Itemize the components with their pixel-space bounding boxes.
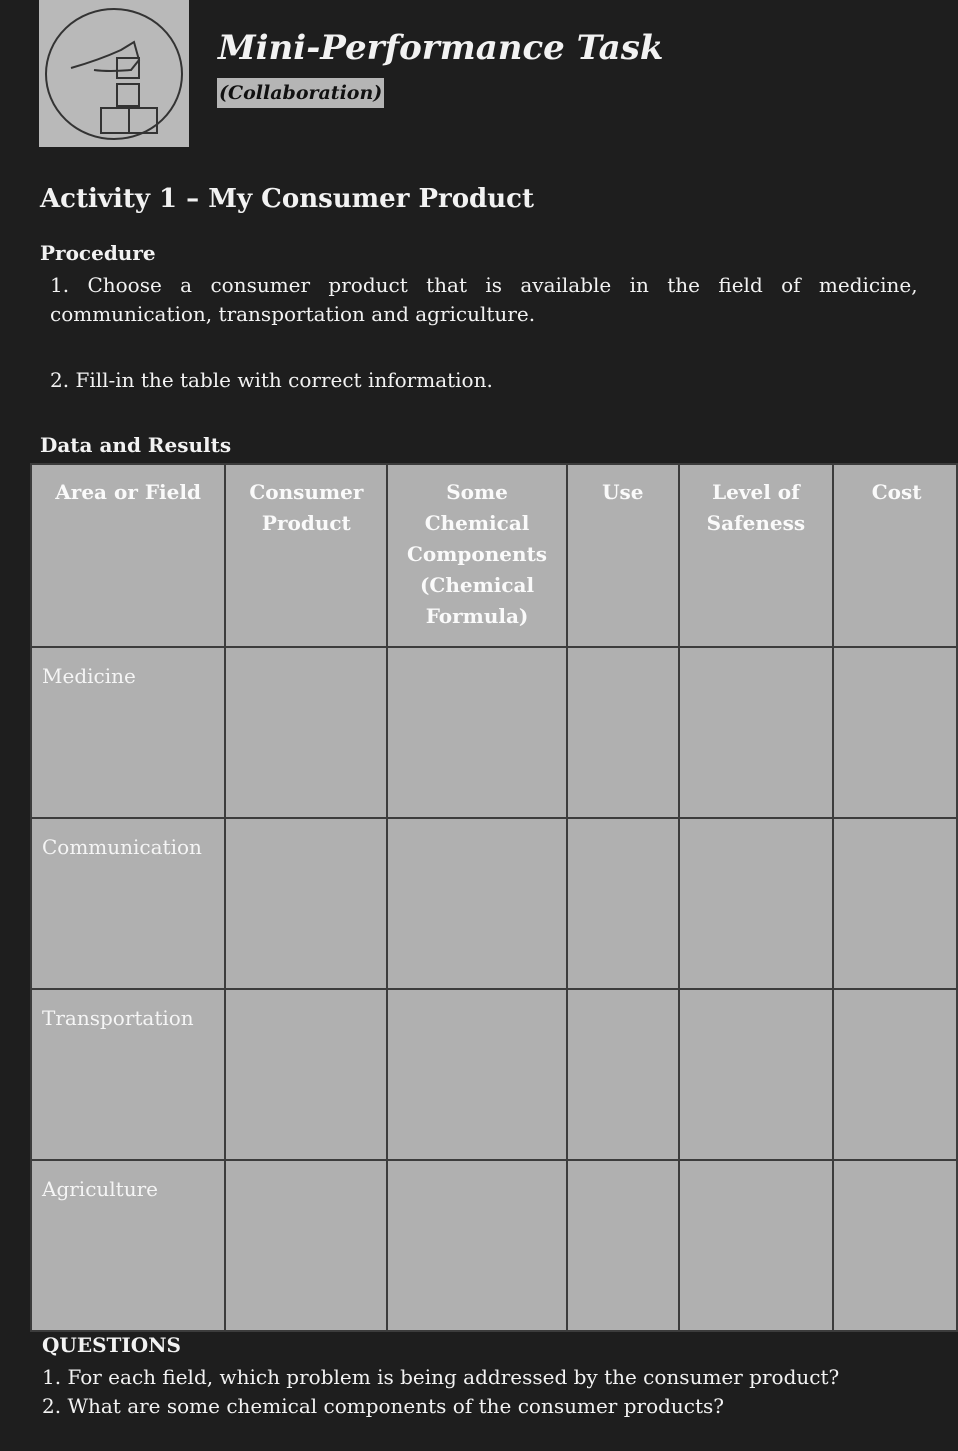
table-cell[interactable]	[679, 989, 833, 1160]
table-cell[interactable]	[225, 818, 387, 989]
procedure-step-1: 1. Choose a consumer product that is available in the field of medicine,	[50, 273, 918, 297]
row-label: Communication	[31, 818, 225, 989]
column-header: Area or Field	[31, 464, 225, 647]
table-cell[interactable]	[679, 647, 833, 818]
table-cell[interactable]	[567, 1160, 679, 1331]
table-cell[interactable]	[833, 818, 957, 989]
column-header: Use	[567, 464, 679, 647]
row-label: Agriculture	[31, 1160, 225, 1331]
results-table	[30, 463, 958, 1332]
table-header-row	[31, 464, 957, 647]
questions-heading: QUESTIONS	[42, 1333, 181, 1357]
table-cell[interactable]	[225, 1160, 387, 1331]
table-row	[31, 989, 957, 1160]
column-header: Some Chemical Components (Chemical Formula)	[387, 464, 566, 647]
table-cell[interactable]	[387, 989, 566, 1160]
table-cell[interactable]	[225, 647, 387, 818]
procedure-step-2: 2. Fill-in the table with correct information.	[50, 368, 493, 392]
table-cell[interactable]	[567, 647, 679, 818]
table-cell[interactable]	[567, 989, 679, 1160]
table-cell[interactable]	[833, 989, 957, 1160]
procedure-heading: Procedure	[40, 241, 156, 265]
question-item: 1. For each field, which problem is being addressed by the consumer product?	[42, 1365, 840, 1389]
procedure-step-1-cont: communication, transportation and agriculture.	[50, 302, 536, 326]
column-header: Cost	[833, 464, 957, 647]
table-cell[interactable]	[567, 818, 679, 989]
table-cell[interactable]	[225, 989, 387, 1160]
collaboration-logo	[39, 0, 189, 147]
data-results-heading: Data and Results	[40, 433, 232, 457]
column-header: Consumer Product	[225, 464, 387, 647]
row-label: Medicine	[31, 647, 225, 818]
table-cell[interactable]	[387, 647, 566, 818]
row-label: Transportation	[31, 989, 225, 1160]
table-cell[interactable]	[679, 818, 833, 989]
page-title: Mini-Performance Task	[218, 28, 664, 68]
question-item: 2. What are some chemical components of the consumer products?	[42, 1394, 725, 1418]
table-row	[31, 647, 957, 818]
page-subtitle: (Collaboration)	[217, 78, 384, 108]
table-cell[interactable]	[387, 1160, 566, 1331]
table-cell[interactable]	[833, 647, 957, 818]
activity-title: Activity 1 – My Consumer Product	[40, 184, 534, 214]
column-header: Level of Safeness	[679, 464, 833, 647]
table-cell[interactable]	[833, 1160, 957, 1331]
table-row	[31, 1160, 957, 1331]
table-row	[31, 818, 957, 989]
table-cell[interactable]	[679, 1160, 833, 1331]
table-cell[interactable]	[387, 818, 566, 989]
hand-blocks-icon	[39, 0, 189, 147]
